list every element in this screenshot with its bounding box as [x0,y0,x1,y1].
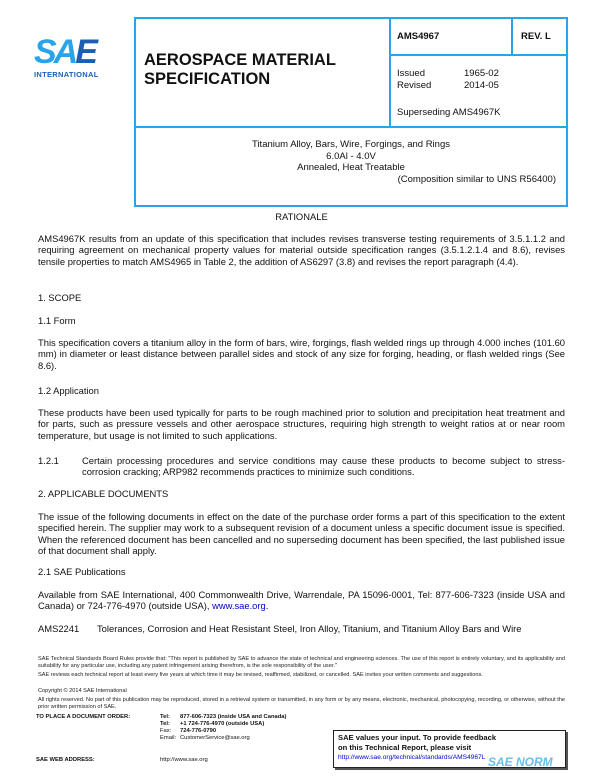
revision: REV. L [521,31,551,42]
document-header-box [134,17,568,207]
sae-publications-text: Available from SAE International, 400 Commonwealth Drive, Warrendale, PA 15096-0001, Tel: 877-606-7323 (inside USA and Canada) or 724-776-4970 (outside USA), www.sae.org. [38,589,565,612]
revised-date: 2014-05 [464,80,499,91]
logo-mark: SA [34,33,76,71]
rationale-text: AMS4967K results from an update of this specification that includes revises transverse testing requirements of 3.5.1.1.2 and requiring agreement on mechanical property values for material outside specification ranges (3.5.1.2.1.4 and 8.6), revises tensile properties to match AMS4965 in Table 2, the addition of AS6297 (3.8) and revises the report paragraph (4.4). [38,233,565,267]
section-applicable-documents: 2. APPLICABLE DOCUMENTS [38,488,169,499]
feedback-box: SAE values your input. To provide feedback on this Technical Report, please visit http://www.sae.org/technical/standards/AMS4967L [333,730,566,768]
web-label: SAE WEB ADDRESS: [36,757,95,763]
section-1-2-1-text: Certain processing procedures and service conditions may cause these products to become subject to stress-corrosion cracking; ARP982 recommends practices to minimize such conditions. [82,455,565,478]
application-text: These products have been used typically for parts to be rough machined prior to solution and precipitation heat treatment and for parts, such as pressure vessels and other aerospace structures, requiring high strength to weight ratios at or near room temperature, but usage is not limited to such applications. [38,407,565,441]
footer-review: SAE reviews each technical report at least every five years at which time it may be revised, reaffirmed, stabilized, or cancelled. SAE invites your written comments and suggestions. [38,672,483,678]
section-sae-publications: 2.1 SAE Publications [38,566,126,577]
form-text: This specification covers a titanium alloy in the form of bars, wire, forgings, flash welded rings up through 4.000 inches (101.60 mm) in diameter or least distance between parallel sides and stock of any size for forging, heading, or flash welded rings (See 8.6). [38,337,565,371]
doc-number: AMS4967 [397,31,440,42]
issued-date: 1965-02 [464,68,499,79]
reference-code: AMS2241 [38,623,80,634]
footer-rules: SAE Technical Standards Board Rules provide that: "This report is published by SAE to advance the state of technical and engineering sciences. The use of this report is entirely voluntary, and its applicability and suitability for any particular use, including any patent infringement arising therefrom, is the sole responsibility of the user." [38,656,565,669]
section-application: 1.2 Application [38,385,99,396]
watermark: SAE NORM [488,755,553,769]
subject: Titanium Alloy, Bars, Wire, Forgings, and Rings 6.0Al - 4.0V Annealed, Heat Treatable (Composition similar to UNS R56400) [252,139,556,185]
issued-label: Issued [397,68,425,79]
footer-rights: All rights reserved. No part of this publication may be reproduced, stored in a retrieval system or transmitted, in any form or by any means, electronic, mechanical, photocopying, recording, or otherwise, without the prior written permission of SAE. [38,697,565,710]
footer-copyright: Copyright © 2014 SAE International [38,688,127,694]
order-contacts: Tel: 877-606-7323 (inside USA and Canada) Tel: +1 724-776-4970 (outside USA) Fax: 724-776-0790 Email: CustomerService@sae.org [160,714,287,741]
feedback-link[interactable]: http://www.sae.org/technical/standards/AMS4967L [338,754,486,761]
section-form: 1.1 Form [38,315,76,326]
applicable-text: The issue of the following documents in effect on the date of the purchase order forms a part of this specification to the extent specified herein. The supplier may work to a subsequent revision of a document unless a specific document issue is specified. When the referenced document has been cancelled and no superseding document has been specified, the last published issue of that document shall apply. [38,511,565,556]
sae-logo: SAE INTERNATIONAL [34,36,114,79]
revised-label: Revised [397,80,432,91]
sae-link[interactable]: www.sae.org [212,600,266,612]
web-address[interactable]: http://www.sae.org [160,757,208,763]
order-label: TO PLACE A DOCUMENT ORDER: [36,714,131,720]
section-1-2-1-number: 1.2.1 [38,455,59,466]
superseding: Superseding AMS4967K [397,107,501,118]
reference-title: Tolerances, Corrosion and Heat Resistant Steel, Iron Alloy, Titanium, and Titanium Alloy Bars and Wire [97,623,522,634]
rationale-heading: RATIONALE [275,211,328,222]
logo-subtitle: INTERNATIONAL [34,70,99,79]
doc-type-title: AEROSPACE MATERIAL SPECIFICATION [144,51,336,88]
section-scope: 1. SCOPE [38,292,82,303]
